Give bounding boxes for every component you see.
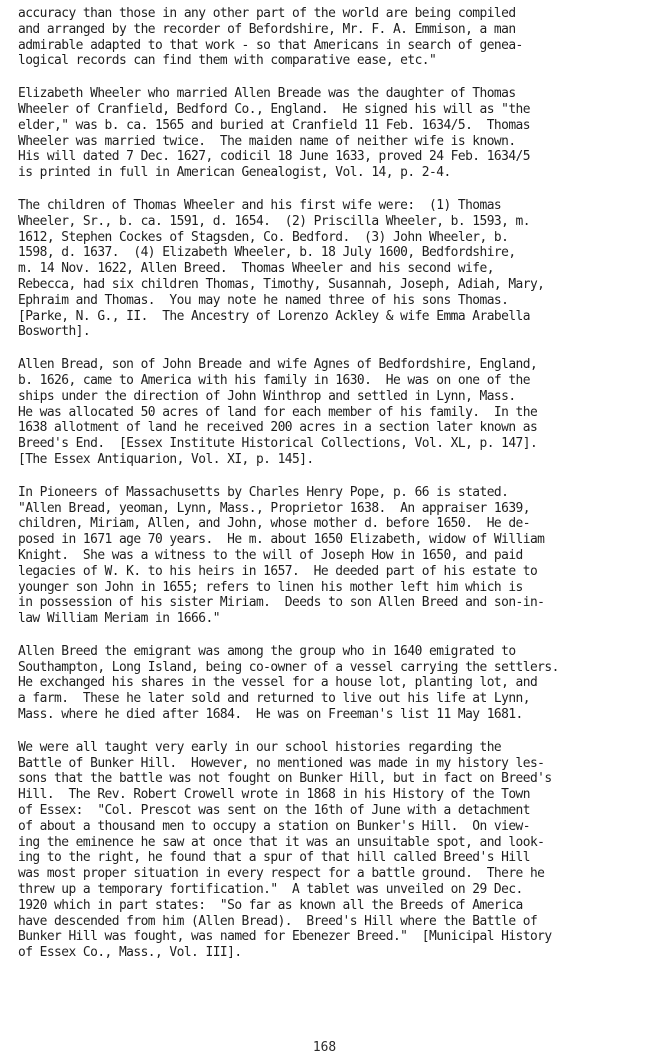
text-line: Bosworth].: [18, 324, 91, 340]
text-line: younger son John in 1655; refers to linen his mother left him which is: [18, 579, 523, 595]
text-line: He exchanged his shares in the vessel for a house lot, planting lot, and: [18, 675, 538, 691]
text-line: Breed's End. [Essex Institute Historical Collections, Vol. XL, p. 147].: [18, 436, 538, 452]
text-line: accuracy than those in any other part of the world are being compiled: [18, 6, 516, 21]
paragraph: [18, 357, 648, 468]
text-line: Hill. The Rev. Robert Crowell wrote in 1868 in his History of the Town: [18, 787, 530, 803]
text-line: and arranged by the recorder of Befordshire, Mr. F. A. Emmison, a man: [18, 21, 516, 37]
text-line: 1612, Stephen Cockes of Stagsden, Co. Bedford. (3) John Wheeler, b.: [18, 229, 509, 245]
text-line: He was allocated 50 acres of land for each member of his family. In the: [18, 404, 538, 420]
text-line: was most proper situation in every respect for a battle ground. There he: [18, 866, 545, 882]
text-line: Southampton, Long Island, being co-owner of a vessel carrying the settlers.: [18, 659, 559, 675]
text-line: Bunker Hill was fought, was named for Ebenezer Breed." [Municipal History: [18, 929, 552, 945]
text-line: ships under the direction of John Winthrop and settled in Lynn, Mass.: [18, 388, 516, 404]
text-line: Rebecca, had six children Thomas, Timothy, Susannah, Joseph, Adiah, Mary,: [18, 276, 545, 292]
text-line: b. 1626, came to America with his family in 1630. He was on one of the: [18, 372, 530, 388]
paragraph: [18, 6, 648, 69]
text-line: logical records can find them with comparative ease, etc.": [18, 53, 437, 69]
paragraph: [18, 198, 648, 340]
text-line: ing to the right, he found that a spur of that hill called Breed's Hill: [18, 850, 530, 866]
text-line: of about a thousand men to occupy a station on Bunker's Hill. On view-: [18, 818, 530, 834]
text-line: The children of Thomas Wheeler and his first wife were: (1) Thomas: [18, 197, 502, 213]
text-line: legacies of W. K. to his heirs in 1657. He deeded part of his estate to: [18, 563, 538, 579]
text-line: Allen Bread, son of John Breade and wife Agnes of Bedfordshire, England,: [18, 357, 538, 373]
text-line: Battle of Bunker Hill. However, no mentioned was made in my history les-: [18, 755, 545, 771]
text-line: 1920 which in part states: "So far as known all the Breeds of America: [18, 897, 523, 913]
page-number: 168: [312, 1040, 337, 1055]
paragraph: [18, 485, 648, 627]
text-line: elder," was b. ca. 1565 and buried at Cranfield 11 Feb. 1634/5. Thomas: [18, 117, 530, 133]
text-line: have descended from him (Allen Bread). Breed's Hill where the Battle of: [18, 913, 538, 929]
text-line: m. 14 Nov. 1622, Allen Breed. Thomas Wheeler and his second wife,: [18, 261, 494, 277]
text-line: of Essex: "Col. Prescot was sent on the 16th of June with a detachment: [18, 803, 530, 819]
text-line: admirable adapted to that work - so that Americans in search of genea-: [18, 37, 523, 53]
text-line: Elizabeth Wheeler who married Allen Breade was the daughter of Thomas: [18, 86, 516, 102]
text-line: in possession of his sister Miriam. Deeds to son Allen Breed and son-in-: [18, 595, 545, 611]
text-line: posed in 1671 age 70 years. He m. about 1650 Elizabeth, widow of William: [18, 532, 545, 548]
text-line: Wheeler of Cranfield, Bedford Co., England. He signed his will as "the: [18, 101, 530, 117]
text-line: Mass. where he died after 1684. He was on Freeman's list 11 May 1681.: [18, 707, 523, 723]
text-line: Knight. She was a witness to the will of Joseph How in 1650, and paid: [18, 547, 523, 563]
text-line: [The Essex Antiquarion, Vol. XI, p. 145].: [18, 451, 314, 467]
text-line: Allen Breed the emigrant was among the group who in 1640 emigrated to: [18, 643, 516, 659]
text-line: 1598, d. 1637. (4) Elizabeth Wheeler, b. 18 July 1600, Bedfordshire,: [18, 245, 516, 261]
text-line: children, Miriam, Allen, and John, whose mother d. before 1650. He de-: [18, 516, 530, 532]
text-line: His will dated 7 Dec. 1627, codicil 18 June 1633, proved 24 Feb. 1634/5: [18, 149, 530, 165]
text-line: threw up a temporary fortification." A tablet was unveiled on 29 Dec.: [18, 882, 523, 898]
text-line: Wheeler was married twice. The maiden name of neither wife is known.: [18, 133, 516, 149]
text-line: We were all taught very early in our school histories regarding the: [18, 739, 502, 755]
text-line: of Essex Co., Mass., Vol. III].: [18, 945, 242, 961]
text-line: 1638 allotment of land he received 200 acres in a section later known as: [18, 420, 538, 436]
text-line: Ephraim and Thomas. You may note he named three of his sons Thomas.: [18, 292, 509, 308]
text-line: "Allen Bread, yeoman, Lynn, Mass., Proprietor 1638. An appraiser 1639,: [18, 500, 530, 516]
text-line: Wheeler, Sr., b. ca. 1591, d. 1654. (2) Priscilla Wheeler, b. 1593, m.: [18, 213, 530, 229]
paragraph: [18, 86, 648, 181]
text-line: a farm. These he later sold and returned to live out his life at Lynn,: [18, 691, 530, 707]
text-line: In Pioneers of Massachusetts by Charles Henry Pope, p. 66 is stated.: [18, 484, 509, 500]
text-line: is printed in full in American Genealogist, Vol. 14, p. 2-4.: [18, 165, 451, 181]
text-line: ing the eminence he saw at once that it was an unsuitable spot, and look-: [18, 834, 545, 850]
text-line: [Parke, N. G., II. The Ancestry of Lorenzo Ackley & wife Emma Arabella: [18, 308, 530, 324]
paragraph: [18, 644, 648, 723]
text-line: law William Meriam in 1666.": [18, 611, 220, 627]
text-line: sons that the battle was not fought on Bunker Hill, but in fact on Breed's: [18, 771, 552, 787]
paragraph: [18, 740, 648, 961]
document-page: [18, 6, 648, 978]
